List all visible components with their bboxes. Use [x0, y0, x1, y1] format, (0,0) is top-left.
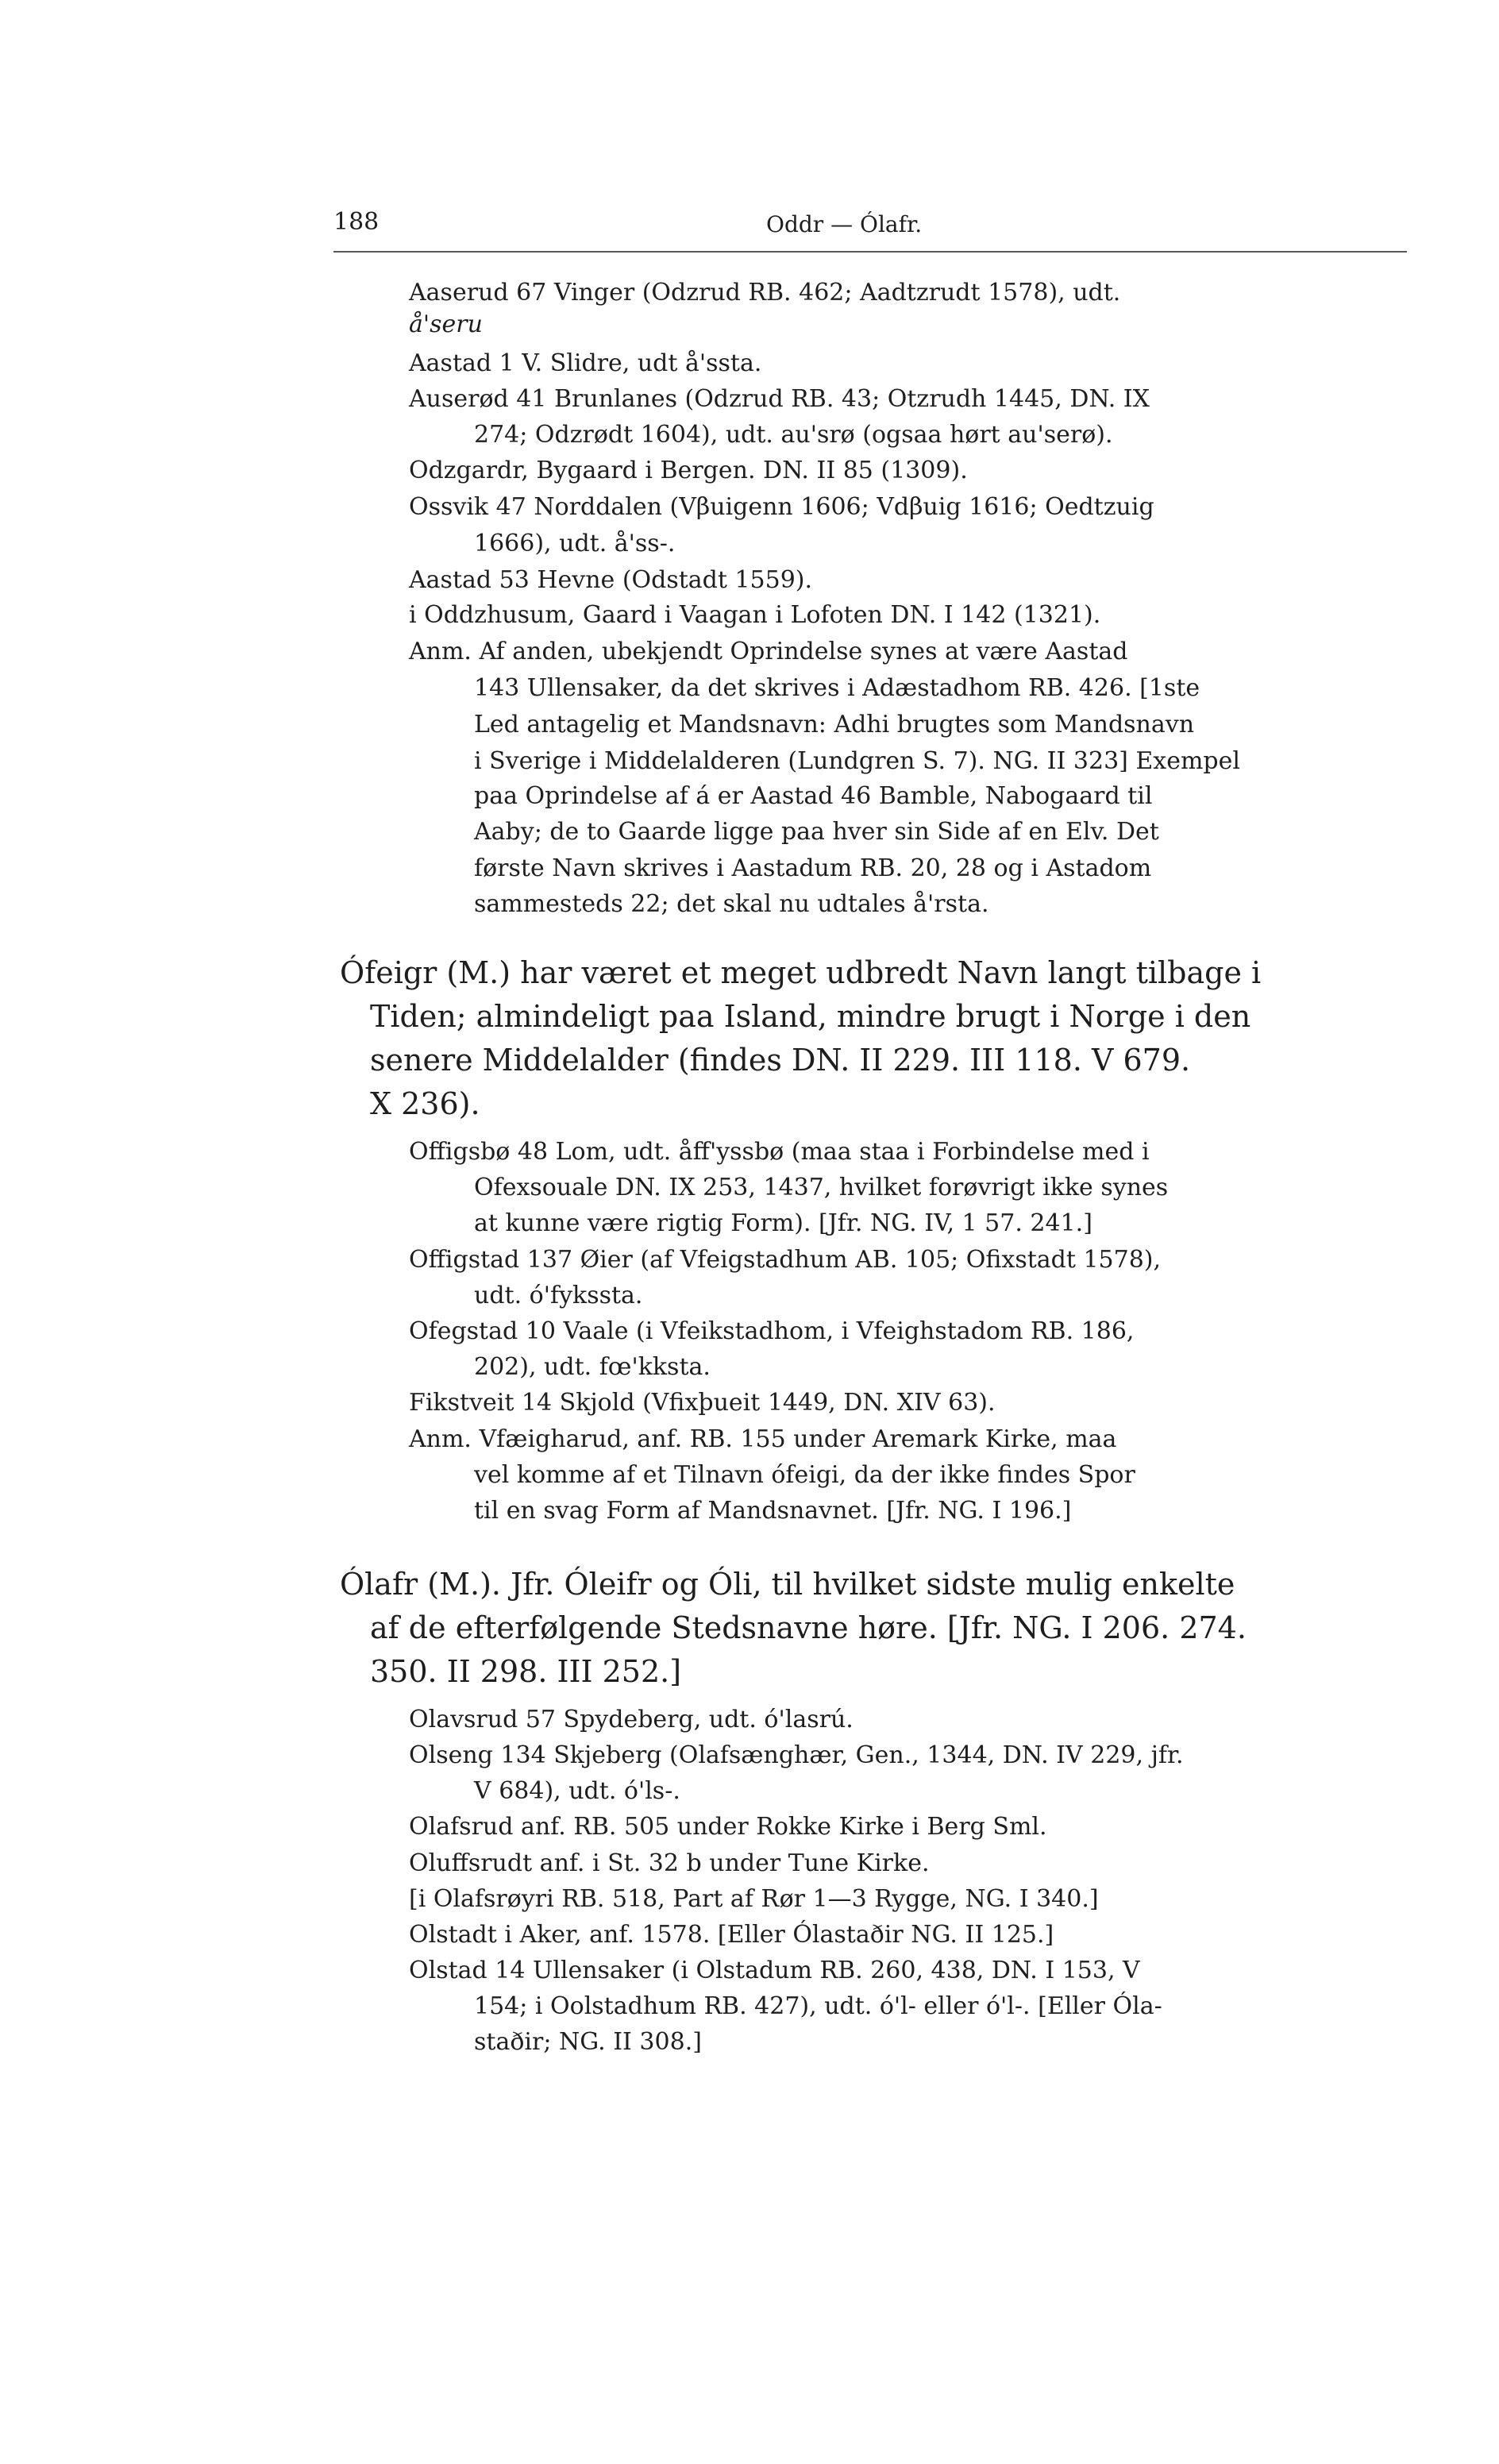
text-line: Offigsbø 48 Lom, udt. åff'yssbø (maa staa i Forbindelse med i	[409, 1138, 1150, 1166]
text-line: Ólafr (M.). Jfr. Óleifr og Óli, til hvilket sidste mulig enkelte	[340, 1567, 1235, 1602]
page-number: 188	[333, 208, 380, 236]
text-line: i Sverige i Middelalderen (Lundgren S. 7). NG. II 323] Exempel	[474, 747, 1240, 775]
text-line: Odzgardr, Bygaard i Bergen. DN. II 85 (1309).	[409, 457, 968, 484]
text-line: Fikstveit 14 Skjold (Vfixþueit 1449, DN. XIV 63).	[409, 1389, 996, 1417]
text-line: 350. II 298. III 252.]	[370, 1654, 682, 1689]
header-rule	[333, 251, 1407, 253]
text-line: Tiden; almindeligt paa Island, mindre brugt i Norge i den	[370, 999, 1251, 1034]
text-line: udt. ó'fykssta.	[474, 1282, 643, 1309]
text-line: Led antagelig et Mandsnavn: Adhi brugtes som Mandsnavn	[474, 711, 1195, 738]
text-line: Anm. Vfæigharud, anf. RB. 155 under Aremark Kirke, maa	[409, 1425, 1117, 1453]
text-line: Ofegstad 10 Vaale (i Vfeikstadhom, i Vfeighstadom RB. 186,	[409, 1317, 1135, 1345]
text-line: første Navn skrives i Aastadum RB. 20, 28 og i Astadom	[474, 854, 1152, 882]
text-line: sammesteds 22; det skal nu udtales å'rsta.	[474, 890, 989, 918]
text-line: i Oddzhusum, Gaard i Vaagan i Lofoten DN. I 142 (1321).	[409, 601, 1101, 629]
running-title: Oddr — Ólafr.	[766, 211, 923, 237]
text-line: af de efterfølgende Stedsnavne høre. [Jfr. NG. I 206. 274.	[370, 1610, 1247, 1645]
text-line: 1666), udt. å'ss-.	[474, 530, 676, 557]
text-line: [i Olafsrøyri RB. 518, Part af Rør 1—3 Rygge, NG. I 340.]	[409, 1885, 1099, 1913]
text-line: senere Middelalder (findes DN. II 229. III 118. V 679.	[370, 1043, 1191, 1078]
text-line: Olstad 14 Ullensaker (i Olstadum RB. 260, 438, DN. I 153, V	[409, 1957, 1140, 1984]
text-line: Olavsrud 57 Spydeberg, udt. ó'lasrú.	[409, 1706, 854, 1733]
text-line: Olstadt i Aker, anf. 1578. [Eller Ólastaðir NG. II 125.]	[409, 1921, 1054, 1949]
text-line: Anm. Af anden, ubekjendt Oprindelse synes at være Aastad	[409, 638, 1128, 665]
text-line: Olafsrud anf. RB. 505 under Rokke Kirke i Berg Sml.	[409, 1813, 1047, 1841]
page-header	[333, 208, 1413, 248]
text-line: Ófeigr (M.) har været et meget udbredt Navn langt tilbage i	[340, 955, 1262, 990]
text-line: vel komme af et Tilnavn ófeigi, da der ikke findes Spor	[474, 1461, 1135, 1489]
text-line: V 684), udt. ó'ls-.	[474, 1777, 680, 1805]
text-line: staðir; NG. II 308.]	[474, 2028, 702, 2056]
text-line: Auserød 41 Brunlanes (Odzrud RB. 43; Otzrudh 1445, DN. IX	[409, 385, 1150, 413]
text-line: Ofexsouale DN. IX 253, 1437, hvilket forøvrigt ikke synes	[474, 1174, 1169, 1201]
text-line: at kunne være rigtig Form). [Jfr. NG. IV, 1 57. 241.]	[474, 1209, 1092, 1237]
text-line: Aaserud 67 Vinger (Odzrud RB. 462; Aadtzrudt 1578), udt.	[409, 279, 1121, 307]
text-line: Aastad 53 Hevne (Odstadt 1559).	[409, 566, 813, 594]
text-line: Offigstad 137 Øier (af Vfeigstadhum AB. 105; Ofixstadt 1578),	[409, 1246, 1162, 1274]
text-line: 154; i Oolstadhum RB. 427), udt. ó'l- eller ó'l-. [Eller Óla-	[474, 1992, 1162, 2020]
text-line: å'seru	[409, 310, 483, 338]
text-line: Ossvik 47 Norddalen (Vβuigenn 1606; Vdβuig 1616; Oedtzuig	[409, 493, 1154, 521]
text-line: 143 Ullensaker, da det skrives i Adæstadhom RB. 426. [1ste	[474, 674, 1200, 702]
text-line: paa Oprindelse af á er Aastad 46 Bamble, Nabogaard til	[474, 782, 1153, 810]
text-line: Aaby; de to Gaarde ligge paa hver sin Side af en Elv. Det	[474, 818, 1159, 846]
text-line: X 236).	[370, 1086, 480, 1121]
text-line: 274; Odzrødt 1604), udt. au'srø (ogsaa hørt au'serø).	[474, 421, 1113, 449]
text-line: Olseng 134 Skjeberg (Olafsænghær, Gen., 1344, DN. IV 229, jfr.	[409, 1741, 1184, 1769]
text-line: til en svag Form af Mandsnavnet. [Jfr. NG. I 196.]	[474, 1497, 1072, 1525]
text-line: Aastad 1 V. Slidre, udt å'ssta.	[409, 349, 762, 377]
text-line: Oluffsrudt anf. i St. 32 b under Tune Kirke.	[409, 1849, 930, 1877]
text-line: 202), udt. fœ'kksta.	[474, 1353, 711, 1381]
